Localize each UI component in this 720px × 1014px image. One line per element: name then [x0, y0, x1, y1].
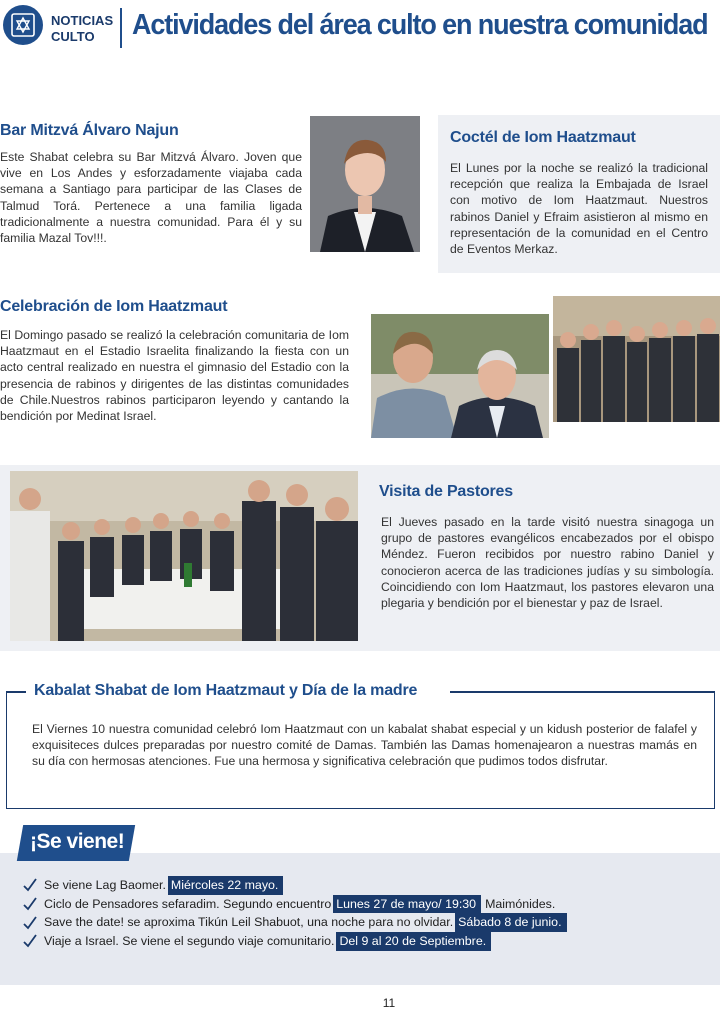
celebracion-photo-rabbis: [371, 314, 549, 438]
bar-mitzva-photo: [310, 116, 420, 252]
list-item: [22, 876, 567, 895]
list-item-highlight: Lunes 27 de mayo/ 19:30: [333, 895, 481, 914]
checkmark-icon: [22, 915, 38, 931]
checkmark-icon: [22, 933, 38, 949]
list-item-text: Se viene Lag Baomer.: [44, 878, 166, 892]
coctel-title: Coctél de Iom Haatzmaut: [450, 129, 636, 146]
kabalat-frame-top-left: [6, 691, 26, 693]
coctel-text: El Lunes por la noche se realizó la tradicional recepción que realiza la Embajada de Israel con motivo de Iom Haatzmaut. Nuestros rabinos Daniel y Efraim asistieron al mismo en representación de la comunidad en el Centro de Eventos Merkaz.: [450, 161, 708, 257]
celebracion-photo-group: [553, 296, 720, 422]
header-divider: [120, 8, 122, 48]
list-item-text: Viaje a Israel. Se viene el segundo viaje comunitario.: [44, 934, 335, 949]
checkmark-icon: [22, 877, 38, 893]
se-viene-list: [22, 876, 567, 951]
list-item-highlight: Sábado 8 de junio.: [455, 913, 566, 932]
kabalat-frame-top-right: [450, 691, 715, 693]
list-item: [22, 913, 567, 932]
kabalat-title: Kabalat Shabat de Iom Haatzmaut y Día de la madre: [34, 682, 418, 699]
celebracion-title: Celebración de Iom Haatzmaut: [0, 298, 228, 315]
section-tag: [51, 13, 113, 45]
coctel-panel: [438, 115, 720, 273]
list-item: [22, 932, 567, 951]
page-header: [0, 0, 720, 56]
section-tag-line2: CULTO: [51, 29, 95, 44]
list-item-text: Ciclo de Pensadores sefaradim. Segundo encuentro: [44, 896, 332, 911]
list-item-after: Maimónides.: [485, 896, 556, 911]
page-number: 11: [382, 996, 396, 1010]
list-item-highlight: Miércoles 22 mayo.: [168, 876, 283, 895]
bar-mitzva-text: Este Shabat celebra su Bar Mitzvá Álvaro. Joven que vive en Los Andes y esforzadamente viajaba cada semana a Santiago para participar de las Clases de Talmud Torá. Pertenece a una familia ligada tradicionalmente a nuestra comunidad. Para él y su familia Mazal Tov!!!.: [0, 150, 302, 246]
list-item: [22, 895, 567, 914]
section-badge: [3, 5, 43, 45]
celebracion-text: El Domingo pasado se realizó la celebración comunitaria de Iom Haatzmaut en el Estadio Israelita finalizando la fiesta con un acto central realizado en nuestra el gimnasio del Estadio con la presencia de rabinos y dirigentes de las distintas comunidades de Chile.Nuestros rabinos participaron leyendo y cantando la bendición por Medinat Israel.: [0, 328, 349, 424]
visita-photo: [10, 471, 358, 641]
bar-mitzva-title: Bar Mitzvá Álvaro Najun: [0, 122, 179, 139]
se-viene-label: ¡Se viene!: [30, 830, 125, 853]
list-item-highlight: Del 9 al 20 de Septiembre.: [336, 932, 491, 951]
section-tag-line1: NOTICIAS: [51, 13, 114, 28]
list-item-text: Save the date! se aproxima Tikún Leil Shabuot, una noche para no olvidar.: [44, 915, 454, 930]
checkmark-icon: [22, 896, 38, 912]
visita-title: Visita de Pastores: [379, 483, 513, 500]
visita-text: El Jueves pasado en la tarde visitó nuestra sinagoga un grupo de pastores evangélicos encabezados por el obispo Méndez. Fueron recibidos por nuestro rabino Daniel y conocieron acerca de las tradiciones judías y su simbología. Coincidiendo con Iom Haatzmaut, los pastores elevaron una plegaria y bendición por el bienestar y paz de Israel.: [381, 515, 714, 611]
kabalat-text: El Viernes 10 nuestra comunidad celebró Iom Haatzmaut con un kabalat shabat especial y un kidush posterior de falafel y exquisiteces dulces preparadas por nuestro comité de Damas. También las Damas homenajearon a nuestras mamás en su día con hermosas atenciones. Fue una hermosa y significativa celebración que pudimos todos disfrutar.: [32, 722, 697, 769]
star-of-david-icon: [9, 11, 37, 39]
page-title: Actividades del área culto en nuestra comunidad: [132, 9, 708, 41]
